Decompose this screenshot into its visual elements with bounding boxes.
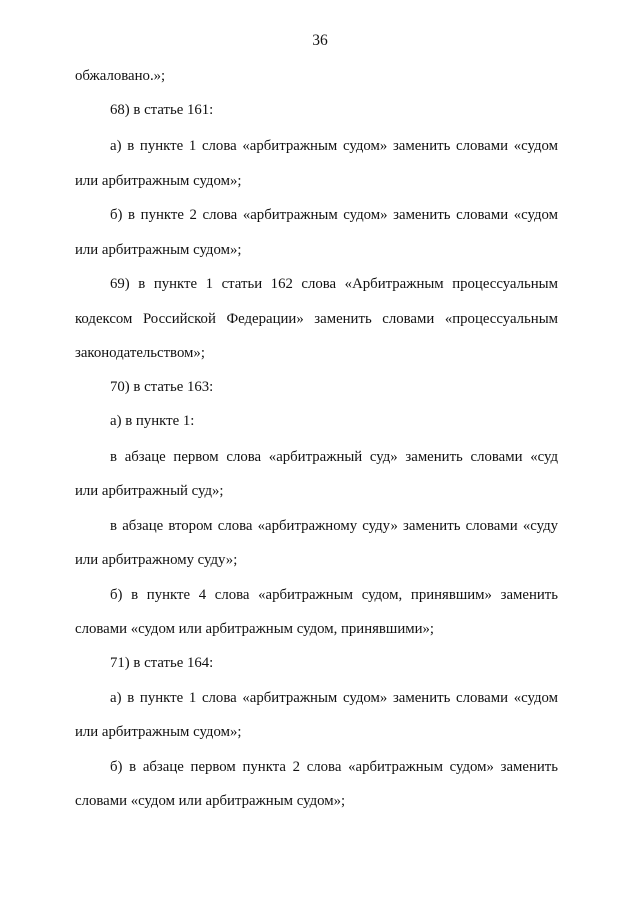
text-line: или арбитражным судом»; — [75, 242, 242, 258]
text-line: или арбитражный суд»; — [75, 483, 224, 499]
text-line: а) в пункте 1 слова «арбитражным судом» заменить словами «судом — [110, 690, 558, 706]
text-line: б) в пункте 2 слова «арбитражным судом» заменить словами «судом — [110, 207, 558, 223]
text-line: словами «судом или арбитражным судом»; — [75, 793, 346, 809]
text-line: словами «судом или арбитражным судом, принявшими»; — [75, 621, 435, 637]
text-line: 70) в статье 163: — [110, 379, 214, 395]
text-line: б) в пункте 4 слова «арбитражным судом, принявшим» заменить — [110, 587, 558, 603]
page-number: 36 — [312, 32, 328, 49]
text-line: 69) в пункте 1 статьи 162 слова «Арбитражным процессуальным — [110, 276, 558, 292]
text-line: в абзаце втором слова «арбитражному суду» заменить словами «суду — [110, 518, 558, 534]
text-line: 71) в статье 164: — [110, 655, 214, 671]
text-line: или арбитражным судом»; — [75, 724, 242, 740]
text-line: 68) в статье 161: — [110, 102, 214, 118]
text-line: б) в абзаце первом пункта 2 слова «арбитражным судом» заменить — [110, 759, 558, 775]
text-line: или арбитражному суду»; — [75, 552, 238, 568]
text-line: обжаловано.»; — [75, 68, 166, 84]
text-line: а) в пункте 1 слова «арбитражным судом» заменить словами «судом — [110, 138, 558, 154]
text-line: а) в пункте 1: — [110, 413, 195, 429]
text-line: в абзаце первом слова «арбитражный суд» заменить словами «суд — [110, 449, 558, 465]
text-line: или арбитражным судом»; — [75, 173, 242, 189]
text-line: кодексом Российской Федерации» заменить словами «процессуальным — [75, 311, 558, 327]
text-line: законодательством»; — [75, 345, 205, 361]
